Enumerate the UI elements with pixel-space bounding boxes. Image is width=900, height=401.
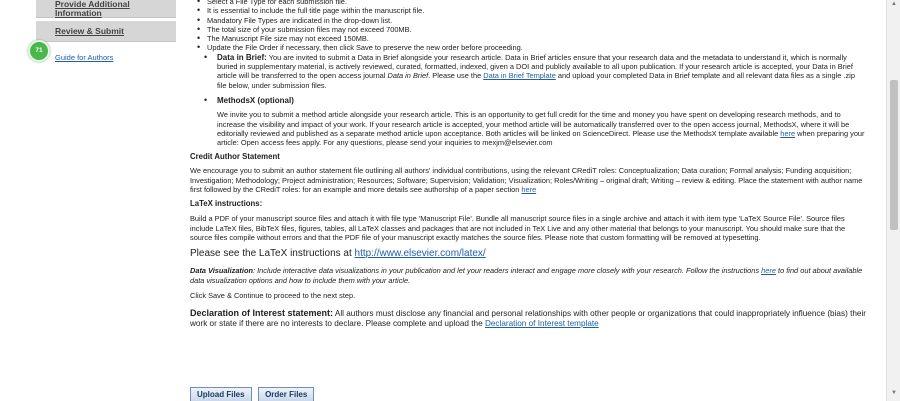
data-in-brief-section: • Data in Brief: You are invited to submit a Data in Brief alongside your research article. Data in Brief articles ensure that your research data and the metadata to understand it, which is normally buried in supplementary material, is actively reviewed, curated, formatted, indexed, given a DOI and publicly available to all upon publication. If your research article is accepted, your Data in Brief article will be transferred to the open access journal Data in Brief. Please use the Data in Brief Template and upload your completed Data in Brief template and all relevant data files as a single .zip file below, under submission files. <box>204 51 855 90</box>
scrollbar-thumb[interactable] <box>890 80 898 230</box>
proceed-text: Click Save & Continue to proceed to the next step. <box>190 290 356 300</box>
credit-text: We encourage you to submit an author statement file outlining all authors' individual contributions, using the relevant CRediT roles: Conceptualization; Data curation; Formal analysis; Funding acquisition; Investigation; Methodology; Project administration; Resources; Software; Supervision; Validation; Visualization; Roles/Writing – original draft; Writing – review & editing. Place the statement with author name first followed by the CRediT roles: for an example and more details see authorship of a paper section <box>190 166 863 195</box>
latex-see-text: Please see the LaTeX instructions at <box>190 248 352 260</box>
data-visualization-block <box>190 266 866 285</box>
latex-title: LaTeX instructions: <box>190 199 263 209</box>
list-item: • The total size of your submission files may not exceed 700MB. <box>207 25 866 34</box>
credit-title: Credit Author Statement <box>190 152 280 162</box>
latex-link[interactable]: http://www.elsevier.com/latex/ <box>354 248 486 260</box>
declaration-title: Declaration of Interest statement: <box>190 308 334 319</box>
credit-text-block <box>190 166 866 194</box>
data-in-brief-journal: Data in Brief <box>387 71 429 81</box>
methodsx-template-link[interactable]: here <box>780 128 796 138</box>
vertical-scrollbar[interactable] <box>886 0 900 401</box>
file-actions <box>190 387 318 401</box>
step-badge[interactable]: 71 <box>28 40 50 62</box>
scroll-up-icon[interactable]: ▲ <box>891 1 897 7</box>
upload-files-button[interactable]: Upload Files <box>190 387 252 401</box>
declaration-text: All authors must disclose any financial and personal relationships with other people or organizations that could inappropriately influence (bias) their work or state if there are no interests to declare. Please complete and upload the <box>190 309 866 329</box>
credit-here-link[interactable]: here <box>521 185 537 195</box>
data-in-brief-text: You are invited to submit a Data in Brief alongside your research article. Data in Brief articles ensure that your research data and the metadata to understand it, which is normally buried in supplementary material, is actively reviewed, curated, formatted, indexed, given a DOI and publicly available to all upon publication. If your research article is accepted, your Data in Brief article will be transferred to the open access journal <box>217 52 853 81</box>
methodsx-title: MethodsX (optional) <box>217 95 294 105</box>
methodsx-text-2: when preparing your article: Open access fees apply. For any questions, please send your inquiries to mexjm@elsevier.com <box>217 128 865 148</box>
data-visualization-title: Data Visualization <box>190 266 253 276</box>
list-item: • The Manuscript File size may not exceed 150MB. <box>207 34 866 43</box>
instructions-panel <box>190 0 866 401</box>
latex-text: Build a PDF of your manuscript source files and attach it with file type 'Manuscript File'. Bundle all manuscript source files in a single archive and attach it with item type 'LaTeX Source File'. Source files include LaTeX files, BibTeX files, figures, tables, all LaTeX classes and packages that are not included in TeX Live and any other material that belongs to your manuscript. You should make sure that the source files compile without errors and that the PDF file of your manuscript exactly matches the source files. Please note that custom formatting will be removed at typesetting. <box>190 214 846 242</box>
submission-rules-list <box>190 0 866 53</box>
list-item: • It is essential to include the full title page within the manuscript file. <box>207 6 866 15</box>
declaration-block <box>190 308 866 329</box>
data-visualization-text: : Include interactive data visualizations in your publication and let your readers interact and engage more closely with your research. Follow the instructions <box>252 266 760 276</box>
data-in-brief-text-3: and upload your completed Data in Brief template and all relevant data files as a single .zip file below, under submission files. <box>217 71 855 90</box>
sidebar <box>36 0 176 401</box>
list-item: • Update the File Order if necessary, then click Save to preserve the new order before proceeding. <box>207 43 866 52</box>
latex-see <box>190 248 866 260</box>
guide-for-authors-link[interactable]: Guide for Authors <box>55 53 114 62</box>
list-item: • Select a File Type for each submission file. <box>207 0 866 6</box>
scroll-down-icon[interactable]: ▼ <box>891 390 897 396</box>
declaration-template-link[interactable]: Declaration of Interest template <box>484 319 599 329</box>
data-visualization-link[interactable]: here <box>761 266 776 276</box>
methodsx-section: • MethodsX (optional) We invite you to submit a method article alongside your research article. This is an opportunity to get full credit for the time and money you have spent on developing research methods, and to increase the visibility and impact of your work. If your research article is accepted, your method article will be automatically transferred over to the open access journal, MethodsX, where it will be editorially reviewed and published as a separate method article upon acceptance. Both articles will be linked on ScienceDirect. Please use the MethodsX template available here when preparing your article: Open access fees apply. For any questions, please send your inquiries to mexjm@elsevier.com <box>204 94 865 148</box>
order-files-button[interactable]: Order Files <box>258 387 314 401</box>
data-in-brief-text-2: . Please use the <box>428 71 482 81</box>
sidebar-item-review-submit[interactable]: Review & Submit <box>36 21 176 42</box>
methodsx-text: We invite you to submit a method article alongside your research article. This is an opportunity to get full credit for the time and money you have spent on developing research methods, and to increase the visibility and impact of your work. If your research article is accepted, your method article will be automatically transferred over to the open access journal, MethodsX, where it will be editorially reviewed and published as a separate method article upon acceptance. Both articles will be linked on ScienceDirect. Please use the MethodsX template available <box>217 110 850 138</box>
data-in-brief-template-link[interactable]: Data in Brief Template <box>483 71 556 81</box>
data-visualization-text-2: to find out about available data visualization options and how to include them with your article. <box>190 266 863 285</box>
data-in-brief-title: Data in Brief: <box>217 52 267 62</box>
list-item: • Mandatory File Types are indicated in the drop-down list. <box>207 16 866 25</box>
sidebar-item-additional-information[interactable]: Provide Additional Information <box>36 0 176 18</box>
